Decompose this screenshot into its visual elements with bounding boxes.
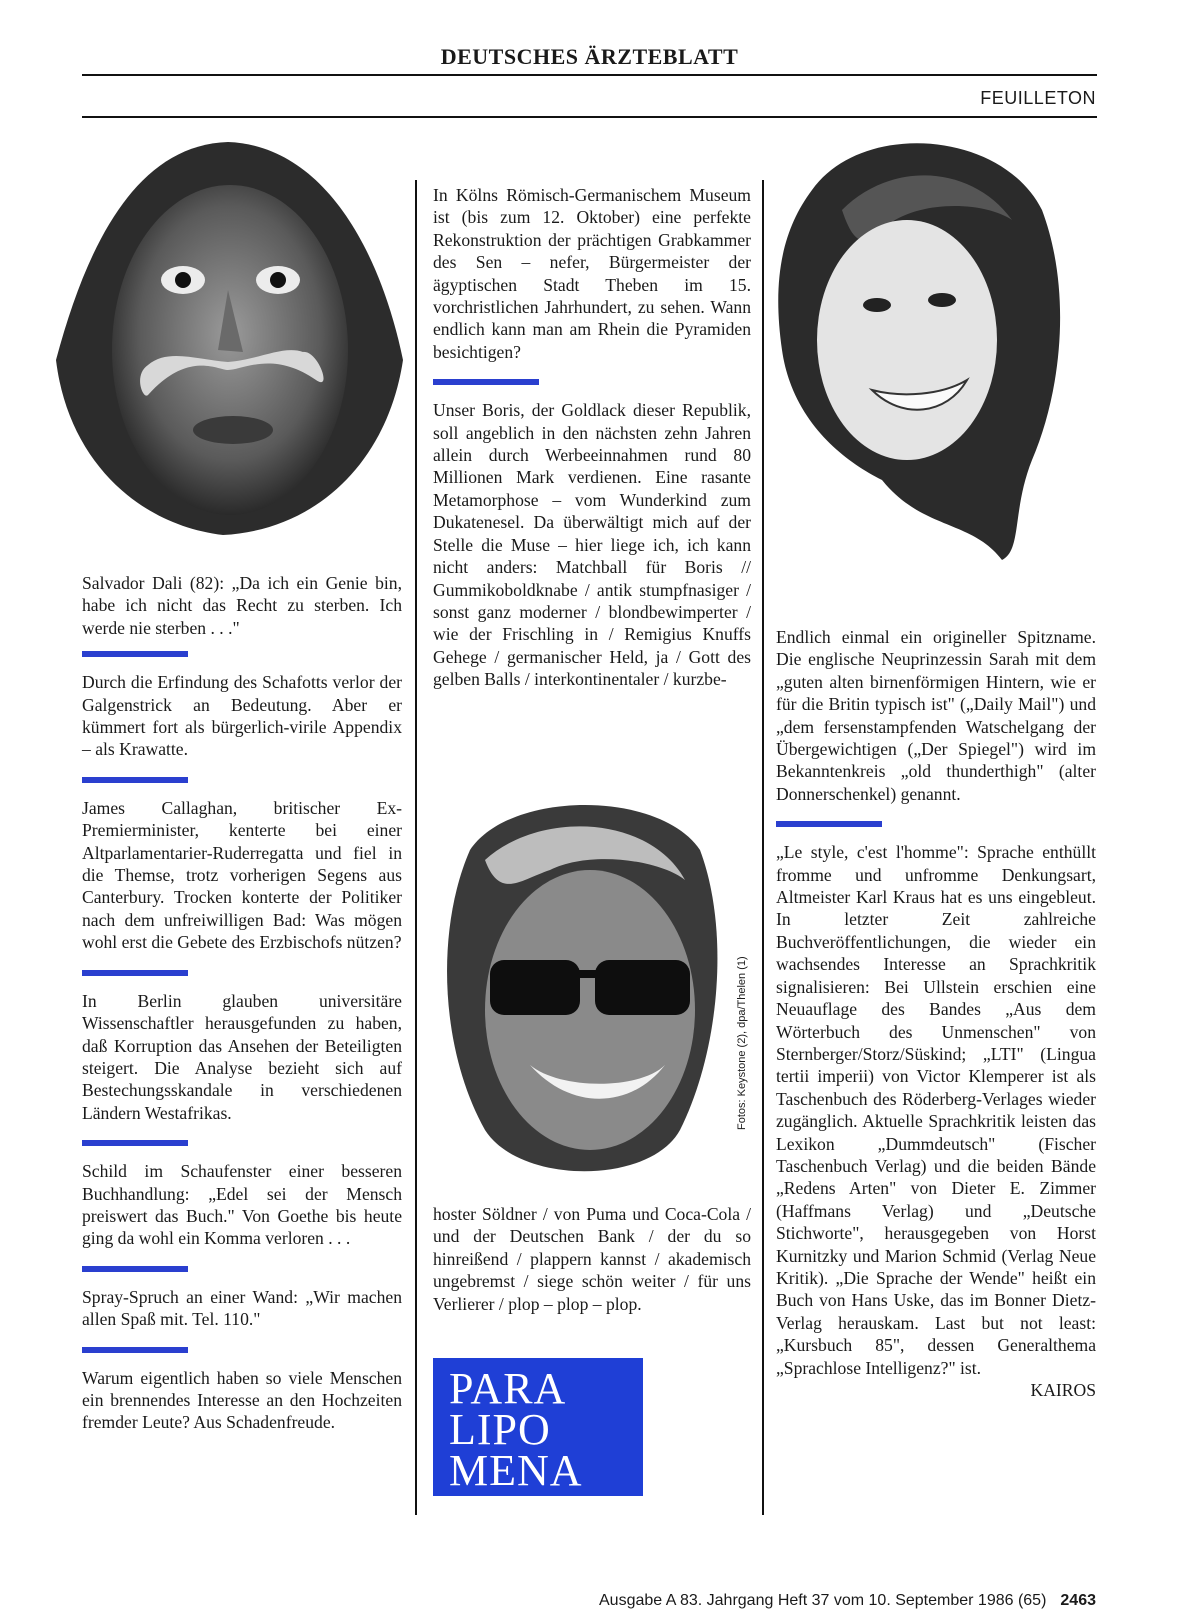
separator bbox=[82, 1266, 188, 1272]
section-label: FEUILLETON bbox=[980, 88, 1096, 108]
sarah-photo bbox=[772, 130, 1062, 570]
photo-credit: Fotos: Keystone (2), dpa/Thelen (1) bbox=[736, 956, 748, 1130]
item-hochzeiten: Warum eigentlich haben so viele Menschen ein brennendes Interesse an den Hochzeiten fremder Leute? Aus Schadenfreude. bbox=[82, 1367, 402, 1433]
dali-caption: Salvador Dali (82): „Da ich ein Genie bin, habe ich nicht das Recht zu sterben. Ich werde nie sterben . . ." bbox=[82, 573, 402, 638]
item-schafott: Durch die Erfindung des Schafotts verlor der Galgenstrick an Bedeutung. Aber er kümmert fort als bürgerlich-virile Appendix – als Krawatte. bbox=[82, 672, 402, 760]
column-divider-left bbox=[415, 180, 417, 1515]
column-divider-right bbox=[762, 180, 764, 1515]
logo-line: LIPO bbox=[449, 1405, 551, 1454]
logo-line: PARA bbox=[449, 1364, 567, 1413]
item-callaghan: James Callaghan, britischer Ex-Premierminister, kenterte bei einer Altparlamentarier-Ruderregatta und fiel in die Themse, trotz vorherigen Segens aus Canterbury. Trocken konterte der Politiker nach dem unfreiwilligen Bad: Was mögen wohl erst die Gebete des Erzbischofs nützen? bbox=[82, 797, 402, 953]
separator bbox=[82, 1140, 188, 1146]
logo-line: MENA bbox=[449, 1446, 583, 1495]
masthead-rule bbox=[82, 74, 1097, 76]
item-boris: Unser Boris, der Goldlack dieser Republik, soll angeblich in den nächsten zehn Jahren allein durch Werbeeinnahmen rund 80 Millionen Mark verdienen. Eine rasante Metamorphose – vom Wunderkind zum Dukatenesel. Da überwältigt mich auf der Stelle die Muse – hier liege ich, ich kann nicht anders: Matchball für Boris // Gummikoboldknabe / antik stumpfnasiger / sonst ganz moderner / blondbewimperter / wie der Frischling in / Remigius Knuffs Gehege / germanischer Held, ja / Gott des gelben Balls / interkontinentaler / kurzbe- bbox=[433, 400, 751, 690]
item-sarah: Endlich einmal ein origineller Spitzname. Die englische Neuprinzessin Sarah mit dem „guten alten birnenförmigen Hintern, wie er für die Britin typisch ist" („Daily Mail") und „dem fersenstampfenden Watschelgang der Übergewichtigen („Der Spiegel") wird im Bekanntenkreis „old thunderthigh" (alter Donnerschenkel) genannt. bbox=[776, 627, 1096, 804]
column-left bbox=[82, 572, 402, 1434]
separator bbox=[82, 1347, 188, 1353]
issue-info: Ausgabe A 83. Jahrgang Heft 37 vom 10. September 1986 (65) bbox=[599, 1592, 1047, 1609]
item-korruption: In Berlin glauben universitäre Wissenschaftler herausgefunden zu haben, daß Korruption das Ansehen der Beteiligten steigert. Die Analyse bezieht sich auf Bestechungsskandale in verschiedenen Ländern Westafrikas. bbox=[82, 990, 402, 1123]
boris-photo bbox=[430, 790, 730, 1190]
separator bbox=[776, 821, 882, 827]
author-signature: KAIROS bbox=[1030, 1380, 1096, 1400]
separator bbox=[82, 970, 188, 976]
paralipomena-logo bbox=[433, 1358, 643, 1496]
masthead: DEUTSCHES ÄRZTEBLATT bbox=[440, 44, 739, 69]
column-middle-continued bbox=[433, 1203, 751, 1315]
dali-photo bbox=[48, 130, 408, 540]
page-footer bbox=[599, 1592, 1096, 1610]
item-boris-continued: hoster Söldner / von Puma und Coca-Cola / und der Deutschen Bank / der du so hinreißend / plappern kannst / akademisch ungebremst / siege schön weiter / für uns Verlierer / plop – plop – plop. bbox=[433, 1204, 751, 1314]
separator bbox=[82, 777, 188, 783]
item-sprachkritik: „Le style, c'est l'homme": Sprache enthüllt fromme und unfromme Denkungsart, Altmeister Karl Kraus hat es uns eingebleut. In letzter Zeit zahlreiche Buchveröffentlichungen, die wieder ein wachsendes Interesse an Sprachkritik signalisieren: Bei Ullstein erschien eine Neuauflage des Bandes „Aus dem Wörterbuch des Unmenschen" von Sternberger/Storz/Süskind; „LTI" (Lingua tertii imperii) von Victor Klemperer ist als Taschenbuch des Röderberg-Verlages wieder zugänglich. Aktuelle Sprachkritik leisten das Lexikon „Dummdeutsch" (Fischer Taschenbuch Verlag) und die beiden Bände „Redens Arten" von Dieter E. Zimmer (Haffmans Verlag) und „Deutsche Stichworte", herausgegeben von Horst Kurnitzky und Marion Schmid (Verlag Neue Kritik). „Die Sprache der Wende" heißt ein Buch von Hans Uske, das im Bonner Dietz-Verlag herauskam. Last but not least: „Kursbuch 85", dessen Generalthema „Sprachlose Intelligenz?" ist. bbox=[776, 842, 1096, 1378]
separator bbox=[82, 651, 188, 657]
item-spray: Spray-Spruch an einer Wand: „Wir machen allen Spaß mit. Tel. 110." bbox=[82, 1286, 402, 1330]
item-buchhandlung: Schild im Schaufenster einer besseren Buchhandlung: „Edel sei der Mensch preiswert das Buch." Von Goethe bis heute ging da wohl ein Komma verloren . . . bbox=[82, 1161, 402, 1249]
column-right bbox=[776, 626, 1096, 1401]
section-rule bbox=[82, 116, 1097, 118]
page-number: 2463 bbox=[1060, 1592, 1096, 1609]
separator bbox=[433, 379, 539, 385]
column-middle bbox=[433, 184, 751, 691]
item-museum: In Kölns Römisch-Germanischem Museum ist (bis zum 12. Oktober) eine perfekte Rekonstruktion der prächtigen Grabkammer des Sen – nefer, Bürgermeister der ägyptischen Stadt Theben im 15. vorchristlichen Jahrhundert, zu sehen. Wann endlich kann man am Rhein die Pyramiden besichtigen? bbox=[433, 185, 751, 362]
